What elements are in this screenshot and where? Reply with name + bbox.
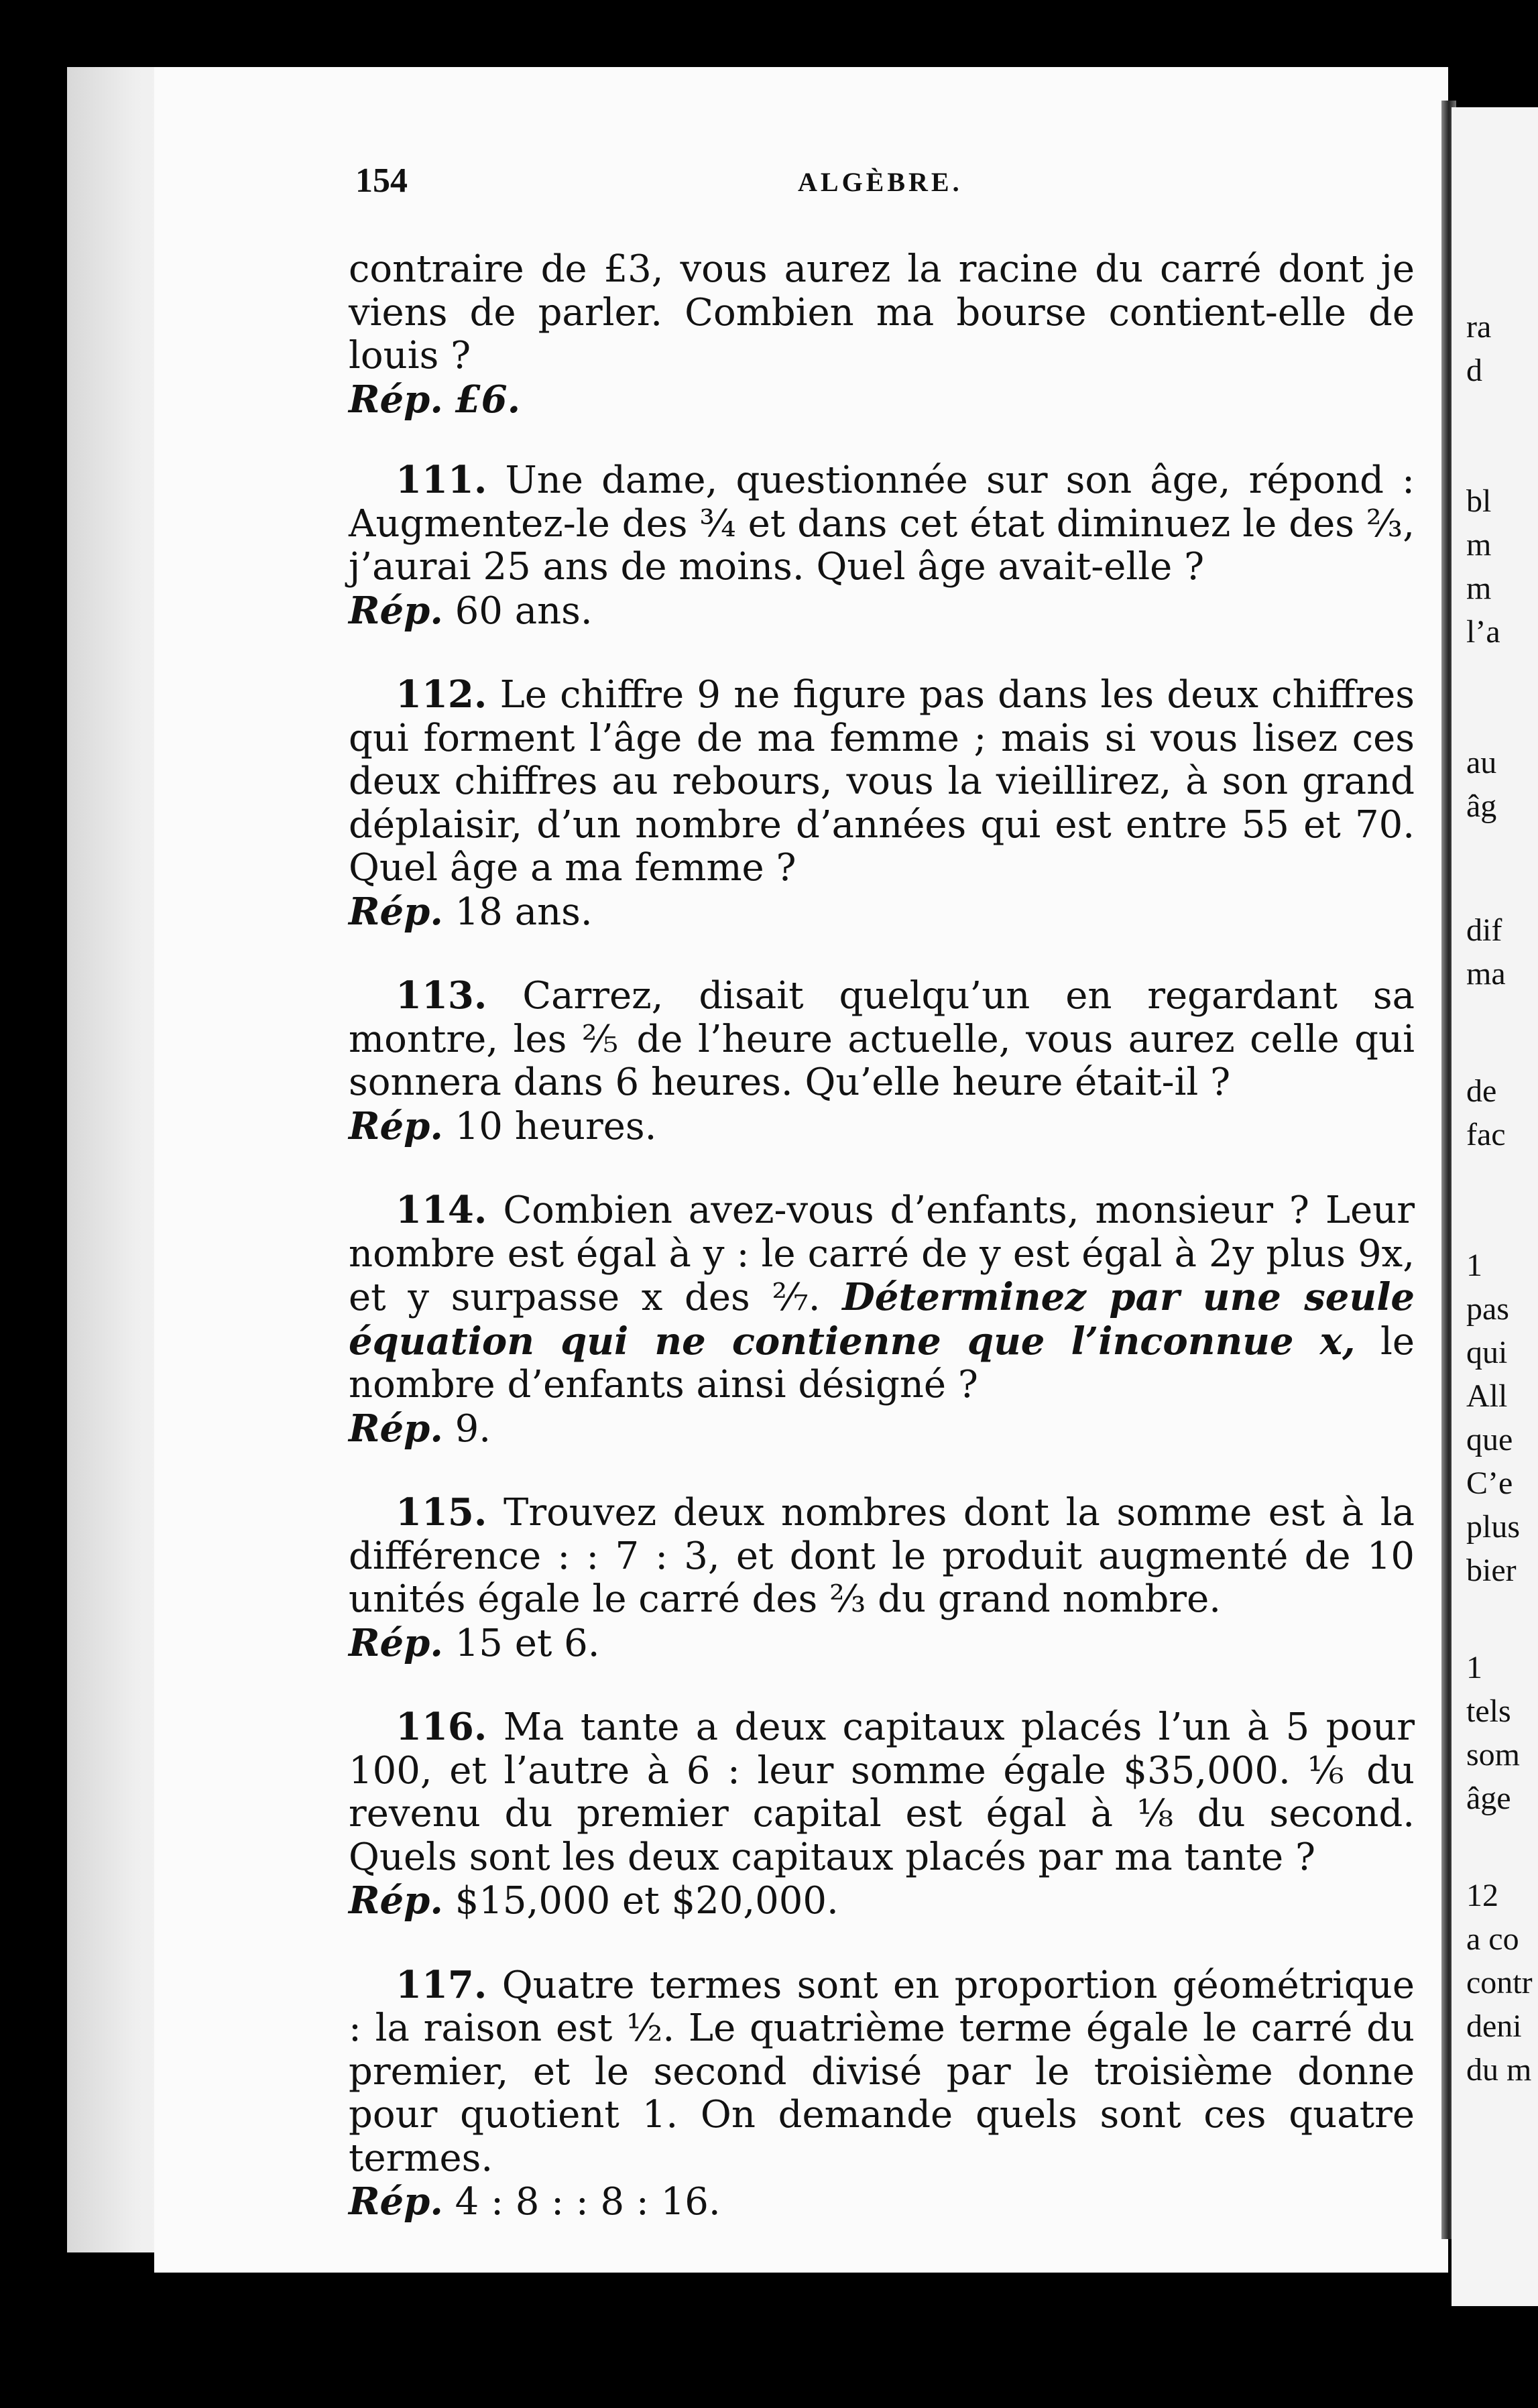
facing-fragment: d (1466, 353, 1482, 388)
problem-113 (349, 974, 1415, 1148)
rep-label: Rép. (349, 889, 443, 934)
answer-value: 9. (455, 1406, 491, 1451)
problem-115 (349, 1491, 1415, 1665)
facing-fragment: âg (1466, 788, 1497, 824)
facing-page (1452, 107, 1538, 2306)
paragraph-continuation (349, 248, 1415, 422)
rep-label: Rép. (349, 2179, 443, 2224)
answer-line (349, 1105, 1415, 1149)
problem-116 (349, 1705, 1415, 1923)
answer-line (349, 2180, 1415, 2224)
rep-label: Rép. (349, 1620, 443, 1665)
running-title: ALGÈBRE. (798, 167, 963, 197)
facing-fragment: âge (1466, 1781, 1511, 1816)
facing-fragment: 1 (1466, 1650, 1482, 1685)
problem-114 (349, 1189, 1415, 1451)
facing-fragment: de (1466, 1073, 1497, 1109)
facing-fragment: deni (1466, 2008, 1522, 2044)
problem-number: 114. (396, 1188, 487, 1232)
problem-112 (349, 673, 1415, 934)
facing-fragment: bier (1466, 1553, 1517, 1588)
problem-117 (349, 1964, 1415, 2224)
answer-value: 10 heures. (455, 1104, 657, 1148)
problem-111 (349, 459, 1415, 633)
facing-fragment: plus (1466, 1509, 1521, 1545)
facing-fragment: m (1466, 570, 1492, 606)
facing-fragment: ma (1466, 956, 1506, 991)
paragraph-text: Le chiffre 9 ne figure pas dans les deux chiffres qui forment l’âge de ma femme ; mais si vous lisez ces deux chiffres au rebours, vous la vieillirez, à son grand déplaisir, d’un nombre d’années qui est entre 55 et 70. Quel âge a ma femme ? (349, 673, 1415, 890)
page-body (349, 248, 1415, 2265)
facing-fragment: som (1466, 1737, 1521, 1772)
paragraph-text: le nombre d’enfants ainsi désigné ? (349, 1319, 1415, 1406)
facing-fragment: du m (1466, 2052, 1532, 2088)
facing-fragment: C’e (1466, 1465, 1513, 1501)
answer-line (349, 890, 1415, 935)
facing-fragment: fac (1466, 1117, 1506, 1152)
problem-number: 113. (396, 973, 487, 1018)
facing-fragment: ra (1466, 309, 1492, 345)
rep-label: Rép. (349, 377, 443, 422)
problem-number: 111. (396, 458, 487, 502)
facing-fragment: All (1466, 1378, 1508, 1414)
facing-fragment: que (1466, 1422, 1513, 1457)
answer-line (349, 589, 1415, 634)
facing-fragment: m (1466, 527, 1492, 562)
paragraph-text: Quatre termes sont en proportion géométrique : la raison est ½. Le quatrième terme égale le carré du premier, et le second divisé par le troisième donne pour quotient 1. On demande quels sont ces quatre termes. (349, 1963, 1415, 2180)
running-head (355, 161, 1415, 208)
answer-line (349, 1622, 1415, 1666)
paragraph-text: Carrez, disait quelqu’un en regardant sa montre, les ⅖ de l’heure actuelle, vous aurez celle qui sonnera dans 6 heures. Qu’elle heure était-il ? (349, 974, 1415, 1104)
problem-number: 117. (396, 1962, 487, 2007)
rep-label: Rép. (349, 1878, 443, 1923)
facing-fragment: l’a (1466, 614, 1500, 650)
answer-line (349, 378, 1415, 422)
answer-value: $15,000 et $20,000. (455, 1879, 839, 1923)
answer-value: 15 et 6. (455, 1621, 600, 1665)
paragraph-text: Combien avez-vous d’enfants, monsieur ? Leur nombre est égal à y : le carré de y est égal à 2y plus 9x, et y surpasse x des ²⁄₇. (349, 1189, 1415, 1319)
page-number: 154 (355, 162, 408, 200)
answer-value: 18 ans. (455, 890, 593, 934)
facing-fragment: au (1466, 745, 1497, 780)
paragraph-text: Trouvez deux nombres dont la somme est à la différence : : 7 : 3, et dont le produit augmenté de 10 unités égale le carré des ⅔ du grand nombre. (349, 1491, 1415, 1621)
paragraph-text: Ma tante a deux capitaux placés l’un à 5 pour 100, et l’autre à 6 : leur somme égale $35,000. ⅙ du revenu du premier capital est égal à ⅛ du second. Quels sont les deux capitaux placés par ma tante ? (349, 1705, 1415, 1879)
facing-fragment: tels (1466, 1693, 1511, 1729)
problem-number: 115. (396, 1490, 487, 1534)
answer-value: 4 : 8 : : 8 : 16. (455, 2180, 721, 2224)
facing-fragment: a co (1466, 1921, 1519, 1957)
rep-label: Rép. (349, 1103, 443, 1148)
rep-label: Rép. (349, 588, 443, 633)
facing-fragment: 12 (1466, 1878, 1498, 1913)
facing-fragment: pas (1466, 1291, 1509, 1327)
paragraph-text: contraire de £3, vous aurez la racine du carré dont je viens de parler. Combien ma bourse contient-elle de louis ? (349, 247, 1415, 377)
facing-fragment: dif (1466, 912, 1502, 948)
problem-number: 112. (396, 672, 487, 717)
problem-number: 116. (396, 1705, 487, 1749)
answer-value: 60 ans. (455, 589, 593, 633)
rep-label: Rép. (349, 1406, 443, 1451)
facing-fragment: 1 (1466, 1248, 1482, 1283)
answer-line (349, 1407, 1415, 1451)
facing-fragment: contr (1466, 1965, 1533, 2000)
paragraph-text: Une dame, questionnée sur son âge, répond : Augmentez-le des ¾ et dans cet état diminuez le des ⅔, j’aurai 25 ans de moins. Quel âge avait-elle ? (349, 459, 1415, 589)
answer-value: £6. (455, 377, 521, 422)
facing-fragment: bl (1466, 483, 1492, 519)
paragraph-italic: Déterminez par une seule équation qui ne contienne que l’inconnue x, (349, 1275, 1415, 1364)
answer-line (349, 1879, 1415, 1923)
facing-fragment: qui (1466, 1335, 1508, 1370)
